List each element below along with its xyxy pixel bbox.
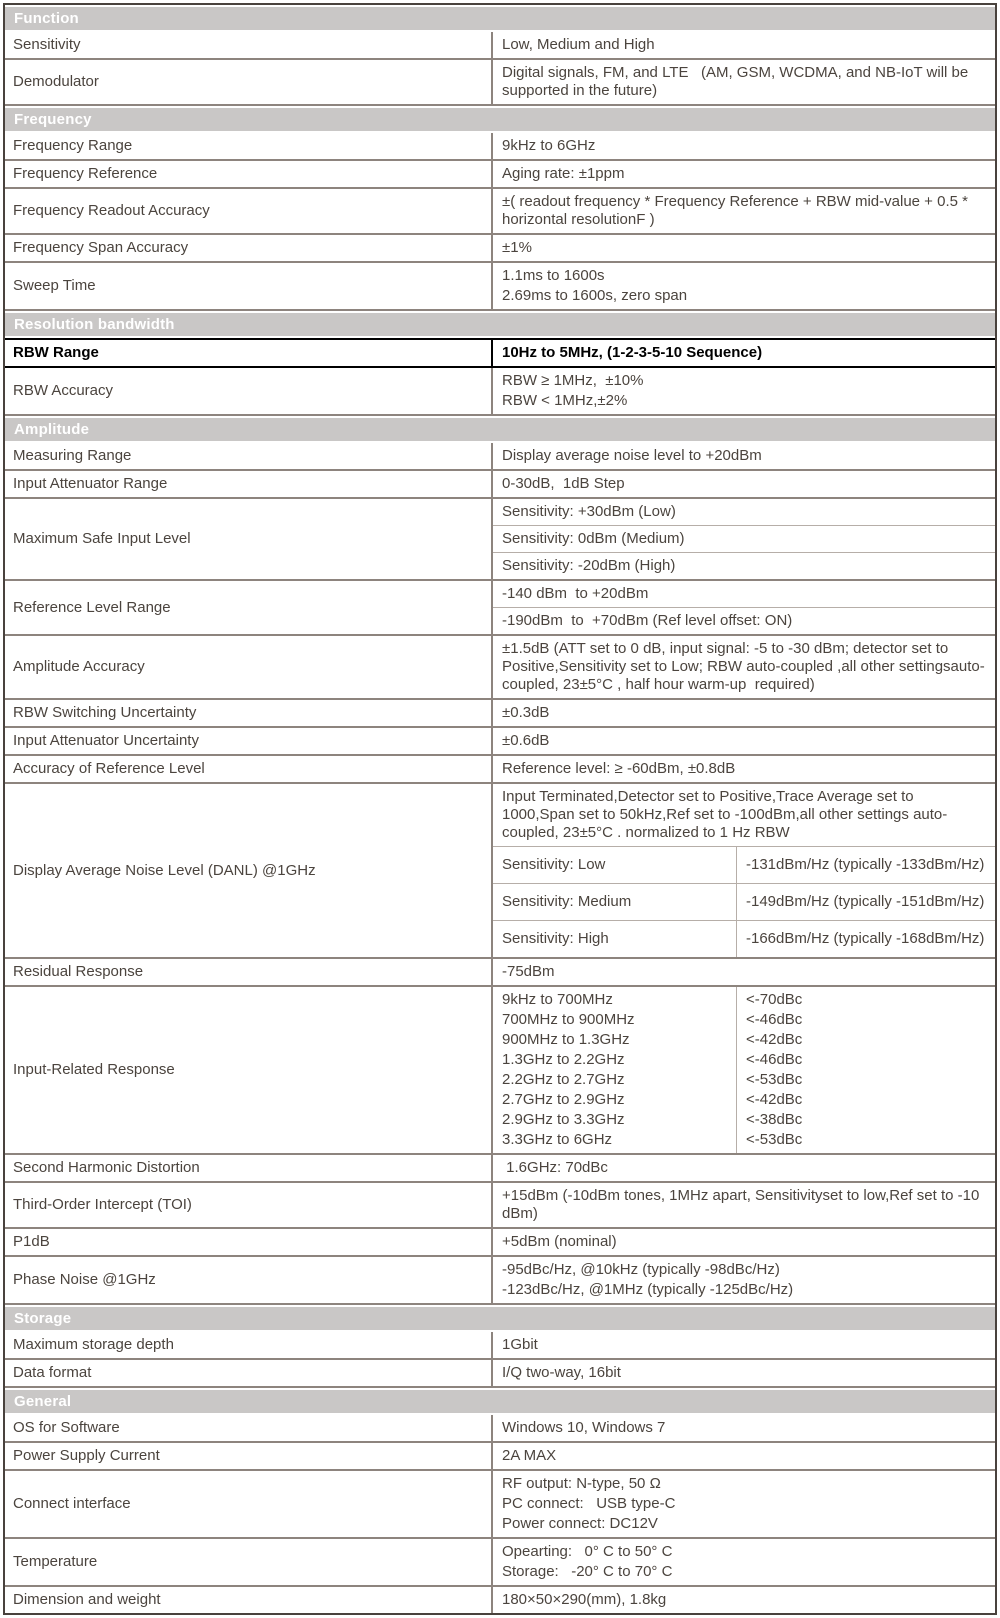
- spec-label-text: Connect interface: [13, 1495, 131, 1512]
- pair-name-text: Sensitivity: Medium: [502, 893, 632, 910]
- spec-label-text: Maximum storage depth: [13, 1336, 174, 1353]
- spec-row-residual-response: [5, 959, 995, 987]
- value-line: 1.6GHz: 70dBc: [502, 1159, 608, 1176]
- section-header-storage: Storage: [5, 1307, 995, 1330]
- section-header-frequency: Frequency: [5, 108, 995, 131]
- pair-value: [737, 847, 995, 883]
- spec-row-frequency-range: [5, 133, 995, 161]
- range-value-columns: [493, 987, 995, 1153]
- spec-value: [493, 1443, 995, 1469]
- spec-label-text: Frequency Readout Accuracy: [13, 202, 210, 219]
- spec-label: [5, 161, 493, 187]
- spec-label-text: P1dB: [13, 1233, 50, 1250]
- spec-label: [5, 1587, 493, 1613]
- pair-name-text: Sensitivity: Low: [502, 856, 606, 873]
- spec-label-text: Phase Noise @1GHz: [13, 1271, 156, 1288]
- pair-name: [493, 884, 737, 920]
- value-line: Opearting: 0° C to 50° C: [502, 1543, 673, 1560]
- spec-label: [5, 1360, 493, 1386]
- frequency-range-column: [493, 987, 737, 1153]
- value-line: -75dBm: [502, 963, 555, 980]
- spec-label-text: Sweep Time: [13, 277, 96, 294]
- spec-row-temperature: [5, 1539, 995, 1587]
- spec-value: [493, 728, 995, 754]
- spec-row-demodulator: [5, 60, 995, 106]
- spec-value: [493, 1332, 995, 1358]
- spec-row-input-attenuator-range: [5, 471, 995, 499]
- spec-label-text: Input Attenuator Uncertainty: [13, 732, 199, 749]
- range-line: 2.2GHz to 2.7GHz: [502, 1071, 625, 1088]
- spec-value: [493, 1257, 995, 1303]
- spec-label-text: Reference Level Range: [13, 598, 171, 616]
- spec-label-text: Data format: [13, 1364, 92, 1381]
- value-line: 2.69ms to 1600s, zero span: [502, 287, 688, 304]
- spec-value: [493, 1360, 995, 1386]
- spec-label: [5, 133, 493, 159]
- spec-value: [493, 1183, 995, 1227]
- value-line: RBW < 1MHz,±2%: [502, 392, 628, 409]
- spec-label: [5, 581, 493, 634]
- spec-value: [493, 161, 995, 187]
- pair-name: [493, 847, 737, 883]
- sub-value-row: [493, 499, 995, 526]
- pair-row-sensitivity-low: [493, 847, 995, 884]
- spec-row-display-average-noise-level-danl-1ghz: [5, 784, 995, 959]
- spec-value: [493, 1471, 995, 1537]
- spec-label-text: Accuracy of Reference Level: [13, 760, 205, 777]
- pair-name-text: Sensitivity: High: [502, 930, 609, 947]
- limit-line: <-42dBc: [746, 1031, 803, 1048]
- spec-label: [5, 1332, 493, 1358]
- limit-line: <-42dBc: [746, 1091, 803, 1108]
- limit-line: <-38dBc: [746, 1111, 803, 1128]
- spec-label-text: Frequency Span Accuracy: [13, 239, 189, 256]
- value-line: Display average noise level to +20dBm: [502, 447, 762, 464]
- value-line: 2A MAX: [502, 1447, 557, 1464]
- spec-label: [5, 1229, 493, 1255]
- limit-line: <-46dBc: [746, 1011, 803, 1028]
- spec-label: [5, 443, 493, 469]
- spec-subvalues: [493, 581, 995, 634]
- sub-value-row: [493, 553, 995, 579]
- value-line: RF output: N-type, 50 Ω: [502, 1475, 661, 1492]
- value-line: Power connect: DC12V: [502, 1515, 658, 1532]
- sub-value-row: [493, 526, 995, 553]
- spec-value: [493, 340, 995, 366]
- spec-row-phase-noise-1ghz: [5, 1257, 995, 1305]
- spec-label: [5, 700, 493, 726]
- sub-value-row: [493, 581, 995, 608]
- value-line: I/Q two-way, 16bit: [502, 1364, 621, 1381]
- sub-value-text: Sensitivity: +30dBm (Low): [502, 503, 676, 520]
- limit-value-column: [737, 987, 995, 1153]
- value-line: Aging rate: ±1ppm: [502, 165, 625, 182]
- spec-row-measuring-range: [5, 443, 995, 471]
- pair-row-sensitivity-medium: [493, 884, 995, 921]
- spec-row-connect-interface: [5, 1471, 995, 1539]
- spec-value: [493, 443, 995, 469]
- spec-desc-pairs: [493, 784, 995, 957]
- sub-value-text: -190dBm to +70dBm (Ref level offset: ON): [502, 612, 793, 629]
- spec-label: [5, 189, 493, 233]
- spec-label: [5, 1539, 493, 1585]
- value-line: +15dBm (-10dBm tones, 1MHz apart, Sensitivityset to low,Ref set to -10 dBm): [502, 1187, 984, 1222]
- spec-row-rbw-switching-uncertainty: [5, 700, 995, 728]
- spec-label-text: Temperature: [13, 1553, 98, 1570]
- value-line: +5dBm (nominal): [502, 1233, 617, 1250]
- spec-label: [5, 959, 493, 985]
- spec-label: [5, 784, 493, 957]
- spec-label-text: Power Supply Current: [13, 1447, 160, 1464]
- spec-row-os-for-software: [5, 1415, 995, 1443]
- spec-label: [5, 1155, 493, 1181]
- value-line: ±( readout frequency * Frequency Reference + RBW mid-value + 0.5 * horizontal resolutionF ): [502, 193, 973, 228]
- range-line: 900MHz to 1.3GHz: [502, 1031, 630, 1048]
- pair-value: [737, 884, 995, 920]
- range-line: 1.3GHz to 2.2GHz: [502, 1051, 625, 1068]
- range-line: 9kHz to 700MHz: [502, 991, 613, 1008]
- pair-value-text: -131dBm/Hz (typically -133dBm/Hz): [746, 856, 985, 873]
- spec-value: [493, 1587, 995, 1613]
- spec-label: [5, 368, 493, 414]
- value-line: 1.1ms to 1600s: [502, 267, 605, 284]
- spec-table: [3, 3, 997, 1615]
- spec-value: [493, 700, 995, 726]
- pair-value-text: -149dBm/Hz (typically -151dBm/Hz): [746, 893, 985, 910]
- spec-value: [493, 1229, 995, 1255]
- spec-row-data-format: [5, 1360, 995, 1388]
- value-line: Digital signals, FM, and LTE (AM, GSM, WCDMA, and NB-IoT will be supported in the future): [502, 64, 973, 99]
- spec-label-text: Frequency Range: [13, 137, 133, 154]
- value-line: -123dBc/Hz, @1MHz (typically -125dBc/Hz): [502, 1281, 794, 1298]
- value-line: 1Gbit: [502, 1336, 538, 1353]
- spec-label-text: Sensitivity: [13, 36, 81, 53]
- spec-value: [493, 756, 995, 782]
- spec-label: [5, 1443, 493, 1469]
- spec-row-input-attenuator-uncertainty: [5, 728, 995, 756]
- range-line: 2.7GHz to 2.9GHz: [502, 1091, 625, 1108]
- value-line: ±1.5dB (ATT set to 0 dB, input signal: -5 to -30 dBm; detector set to Positive,Sensitivity set to Low; RBW auto-coupled ,all other settingsauto-coupled, 23±5°C , half hour warm-up required): [502, 640, 985, 693]
- spec-label-text: Dimension and weight: [13, 1591, 161, 1608]
- spec-row-sensitivity: [5, 32, 995, 60]
- spec-value: [493, 471, 995, 497]
- spec-label-text: Third-Order Intercept (TOI): [13, 1196, 192, 1213]
- spec-label: [5, 471, 493, 497]
- pair-value: [737, 921, 995, 957]
- value-line: Low, Medium and High: [502, 36, 655, 53]
- spec-label: [5, 340, 493, 366]
- spec-label-text: Second Harmonic Distortion: [13, 1159, 200, 1176]
- spec-label: [5, 499, 493, 579]
- spec-label: [5, 987, 493, 1153]
- spec-value: [493, 60, 995, 104]
- spec-row-input-related-response: [5, 987, 995, 1155]
- spec-label-text: RBW Accuracy: [13, 382, 114, 399]
- value-line: 180×50×290(mm), 1.8kg: [502, 1591, 667, 1608]
- spec-value: [493, 959, 995, 985]
- spec-row-third-order-intercept-toi: [5, 1183, 995, 1229]
- spec-label-text: Maximum Safe Input Level: [13, 530, 191, 547]
- range-line: 2.9GHz to 3.3GHz: [502, 1111, 625, 1128]
- spec-label-text: RBW Range: [13, 344, 99, 361]
- section-header-amplitude: Amplitude: [5, 418, 995, 441]
- spec-value: [493, 368, 995, 414]
- spec-label: [5, 60, 493, 104]
- spec-row-sweep-time: [5, 263, 995, 311]
- spec-label: [5, 728, 493, 754]
- spec-label: [5, 1257, 493, 1303]
- value-line: 10Hz to 5MHz, (1-2-3-5-10 Sequence): [502, 344, 763, 361]
- value-line: ±0.3dB: [502, 704, 550, 721]
- spec-label: [5, 263, 493, 309]
- spec-value: [493, 189, 995, 233]
- spec-label: [5, 1415, 493, 1441]
- spec-label-text: Residual Response: [13, 963, 144, 980]
- spec-row-amplitude-accuracy: [5, 636, 995, 700]
- condition-text: Input Terminated,Detector set to Positive,Trace Average set to 1000,Span set to 50kHz,Ref set to -100dBm,all other settings auto-coupled, 23±5°C . normalized to 1 Hz RBW: [502, 788, 948, 841]
- sub-value-text: Sensitivity: -20dBm (High): [502, 557, 676, 574]
- spec-label-text: Demodulator: [13, 73, 99, 90]
- spec-label-text: Amplitude Accuracy: [13, 658, 145, 675]
- spec-row-maximum-safe-input-level: [5, 499, 995, 581]
- spec-label-text: Input Attenuator Range: [13, 475, 168, 492]
- spec-value: [493, 133, 995, 159]
- value-line: Windows 10, Windows 7: [502, 1419, 666, 1436]
- spec-row-second-harmonic-distortion: [5, 1155, 995, 1183]
- pair-value-text: -166dBm/Hz (typically -168dBm/Hz): [746, 930, 985, 947]
- spec-label: [5, 235, 493, 261]
- spec-row-frequency-readout-accuracy: [5, 189, 995, 235]
- spec-label-text: RBW Switching Uncertainty: [13, 704, 197, 721]
- value-line: 9kHz to 6GHz: [502, 137, 596, 154]
- value-line: ±1%: [502, 239, 532, 256]
- limit-line: <-53dBc: [746, 1071, 803, 1088]
- sub-value-text: -140 dBm to +20dBm: [502, 585, 649, 602]
- spec-row-rbw-range: [5, 338, 995, 368]
- pair-name: [493, 921, 737, 957]
- value-line: -95dBc/Hz, @10kHz (typically -98dBc/Hz): [502, 1261, 780, 1278]
- condition-description: [493, 784, 995, 847]
- spec-label: [5, 1183, 493, 1227]
- value-line: Storage: -20° C to 70° C: [502, 1563, 673, 1580]
- sub-value-row: [493, 608, 995, 634]
- value-line: Reference level: ≥ -60dBm, ±0.8dB: [502, 760, 736, 777]
- spec-value: [493, 1155, 995, 1181]
- spec-row-reference-level-range: [5, 581, 995, 636]
- spec-label: [5, 756, 493, 782]
- spec-value: [493, 263, 995, 309]
- spec-label: [5, 636, 493, 698]
- limit-line: <-46dBc: [746, 1051, 803, 1068]
- spec-label: [5, 1471, 493, 1537]
- spec-value: [493, 1415, 995, 1441]
- spec-row-power-supply-current: [5, 1443, 995, 1471]
- spec-row-rbw-accuracy: [5, 368, 995, 416]
- limit-line: <-53dBc: [746, 1131, 803, 1148]
- spec-value: [493, 636, 995, 698]
- section-header-resolution-bandwidth: Resolution bandwidth: [5, 313, 995, 336]
- spec-row-frequency-reference: [5, 161, 995, 189]
- spec-row-maximum-storage-depth: [5, 1332, 995, 1360]
- spec-label-text: Frequency Reference: [13, 165, 158, 182]
- value-line: 0-30dB, 1dB Step: [502, 475, 625, 492]
- spec-row-dimension-and-weight: [5, 1587, 995, 1613]
- spec-row-frequency-span-accuracy: [5, 235, 995, 263]
- spec-row-p1db: [5, 1229, 995, 1257]
- section-header-function: Function: [5, 7, 995, 30]
- pair-row-sensitivity-high: [493, 921, 995, 957]
- spec-label-text: Display Average Noise Level (DANL) @1GHz: [13, 861, 316, 879]
- spec-row-accuracy-of-reference-level: [5, 756, 995, 784]
- spec-label-text: Input-Related Response: [13, 1061, 175, 1078]
- range-line: 3.3GHz to 6GHz: [502, 1131, 613, 1148]
- value-line: RBW ≥ 1MHz, ±10%: [502, 372, 644, 389]
- value-line: ±0.6dB: [502, 732, 550, 749]
- limit-line: <-70dBc: [746, 991, 803, 1008]
- spec-label-text: OS for Software: [13, 1419, 120, 1436]
- range-line: 700MHz to 900MHz: [502, 1011, 635, 1028]
- spec-value: [493, 235, 995, 261]
- section-header-general: General: [5, 1390, 995, 1413]
- value-line: PC connect: USB type-C: [502, 1495, 676, 1512]
- spec-value: [493, 32, 995, 58]
- spec-value: [493, 1539, 995, 1585]
- sub-value-text: Sensitivity: 0dBm (Medium): [502, 530, 685, 547]
- spec-label: [5, 32, 493, 58]
- spec-subvalues: [493, 499, 995, 579]
- spec-label-text: Measuring Range: [13, 447, 132, 464]
